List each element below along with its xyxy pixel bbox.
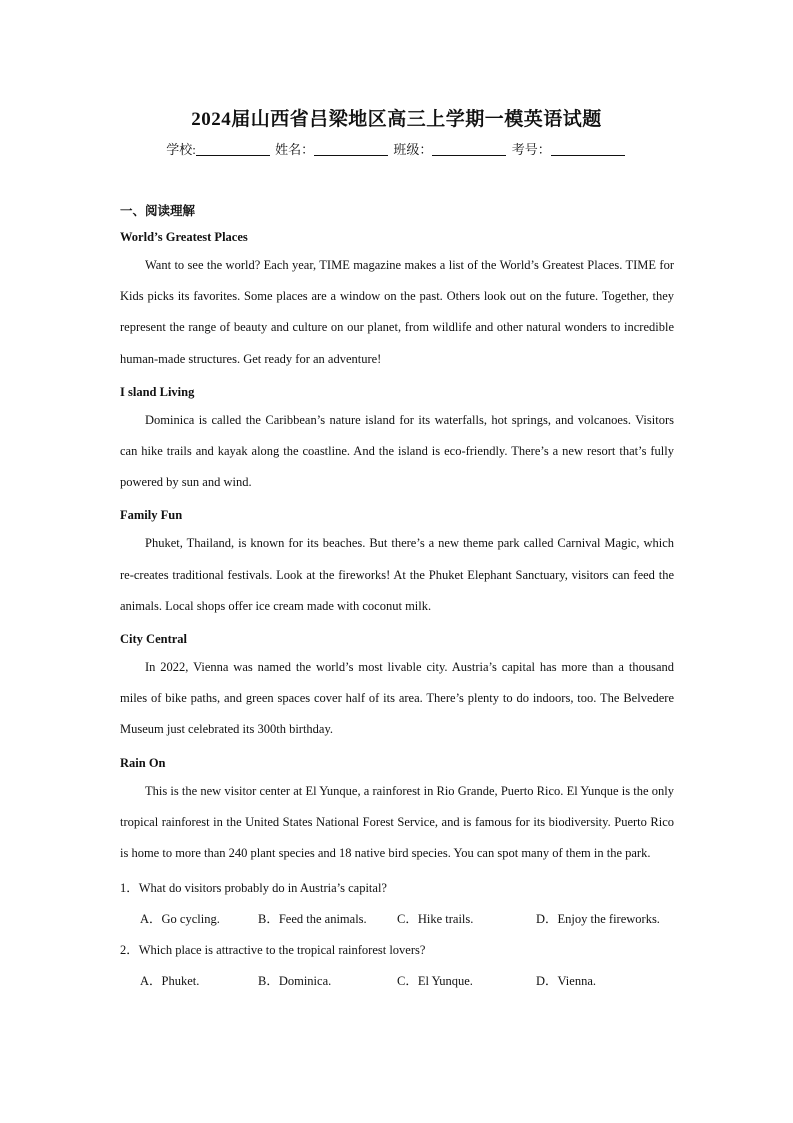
section-text-city: In 2022, Vienna was named the world’s most livable city. Austria’s capital has more than a thousand miles of bike paths, and green spaces cover half of its area. There’s plenty to do indoors, too. The Belvedere Museum just celebrated its 300th birthday. (120, 660, 674, 737)
section-heading-family: Family Fun (120, 508, 183, 523)
section-label: 一、阅读理解 (120, 204, 196, 218)
section-text-family: Phuket, Thailand, is known for its beaches. But there’s a new theme park called Carnival Magic, which re-creates traditional festivals. Look at the fireworks! At the Phuket Elephant Sanctuary, visitors can feed the animals. Local shops offer ice cream made with coconut milk. (120, 536, 674, 613)
passage-title: World’s Greatest Places (120, 230, 248, 244)
q1-option-b: B．Feed the animals. (258, 912, 367, 927)
q1-option-c: C．Hike trails. (397, 912, 474, 927)
class-blank (432, 143, 506, 156)
intro-paragraph: Want to see the world? Each year, TIME magazine makes a list of the World’s Greatest Places. TIME for Kids picks its favorites. Some places are a window on the past. Others look out on the future. Together, they represent the range of beauty and culture on our planet, from wildlife and other natural wonders to incredible human-made structures. Get ready for an adventure! (120, 258, 674, 366)
exam-number-blank (551, 143, 625, 156)
question-1: 1．What do visitors probably do in Austria’s capital? (120, 881, 387, 896)
reading-section (120, 198, 674, 997)
q2-option-d: D．Vienna. (536, 974, 596, 989)
question-2: 2．Which place is attractive to the tropical rainforest lovers? (120, 943, 426, 958)
q1-option-a: A．Go cycling. (140, 912, 220, 927)
q1-option-d: D．Enjoy the fireworks. (536, 912, 660, 927)
exam-number-label: 考号： (511, 142, 551, 157)
class-label: 班级： (393, 142, 433, 157)
section-text-island: Dominica is called the Caribbean’s nature island for its waterfalls, hot springs, and volcanoes. Visitors can hike trails and kayak along the coastline. And the island is eco-friendly. There’s a new resort that’s fully powered by sun and wind. (120, 412, 674, 490)
question-1-options (120, 904, 674, 935)
question-2-options (120, 966, 674, 997)
name-blank (314, 143, 388, 156)
exam-title: 2024届山西省吕梁地区高三上学期一模英语试题 (191, 109, 602, 130)
section-text-rain: This is the new visitor center at El Yunque, a rainforest in Rio Grande, Puerto Rico. El Yunque is the only tropical rainforest in the United States National Forest Service, and is famous for its biodiversity. Puerto Rico is home to more than 240 plant species and 18 native bird species. You can spot many of them in the park. (120, 783, 674, 861)
q2-option-a: A．Phuket. (140, 974, 200, 989)
q2-option-b: B．Dominica. (258, 974, 332, 989)
section-heading-city: City Central (120, 632, 187, 647)
school-label: 学校: (166, 142, 196, 157)
name-label: 姓名： (275, 142, 315, 157)
student-info-line (0, 139, 793, 158)
q2-option-c: C．El Yunque. (397, 974, 473, 989)
section-heading-island: I sland Living (120, 384, 195, 399)
section-heading-rain: Rain On (120, 755, 166, 770)
school-blank (196, 143, 270, 156)
